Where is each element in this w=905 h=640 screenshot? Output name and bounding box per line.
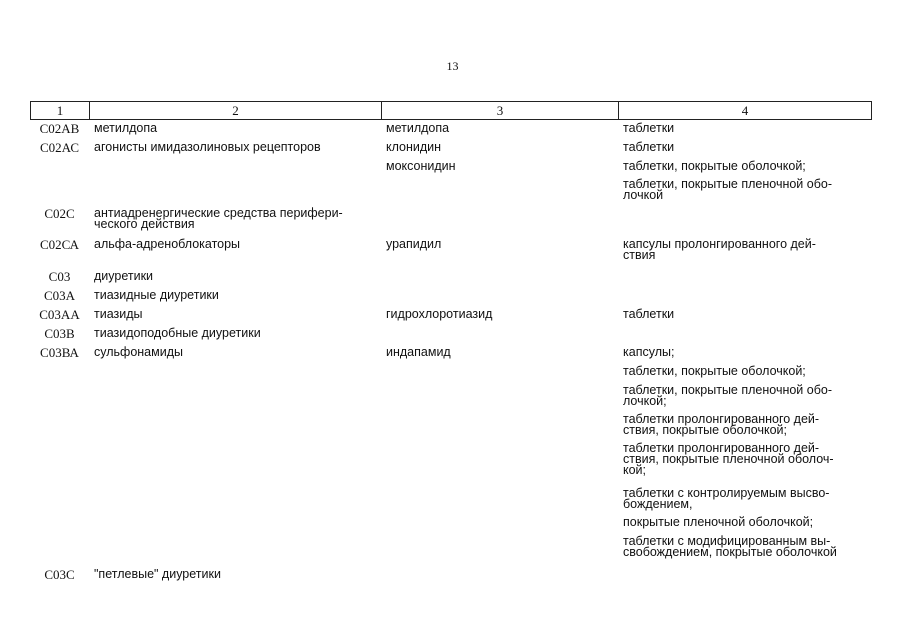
table-row: [30, 179, 872, 208]
dosage-form: таблетки пролонгированного дей- ствия, покрытые оболочкой;: [623, 412, 820, 437]
drug-name: гидрохлоротиазид: [386, 307, 493, 321]
table-row: [30, 488, 872, 517]
dosage-form: капсулы пролонгированного дей- ствия: [623, 237, 816, 262]
drug-name: индапамид: [386, 345, 451, 359]
dosage-form: покрытые пленочной оболочкой;: [623, 515, 814, 529]
dosage-form: таблетки с модифицированным вы- свобождением, покрытые оболочкой: [623, 534, 837, 559]
column-header-4: 4: [741, 103, 749, 118]
group-name: тиазидные диуретики: [94, 288, 219, 302]
page-number: 13: [446, 59, 459, 73]
table-body: [30, 123, 872, 588]
atc-code: С02С: [44, 206, 75, 221]
column-header-1: 1: [31, 102, 90, 119]
table-row: [30, 239, 872, 271]
atc-code: С03АА: [39, 307, 80, 322]
atc-code: С02АС: [39, 140, 80, 155]
drug-name: клонидин: [386, 140, 442, 154]
group-name: диуретики: [94, 269, 154, 283]
column-header-2: 2: [90, 102, 382, 119]
atc-code: С02АВ: [39, 121, 80, 136]
dosage-form: таблетки: [623, 307, 675, 321]
dosage-form: таблетки, покрытые оболочкой;: [623, 364, 806, 378]
dosage-form: таблетки, покрытые пленочной обо- лочкой;: [623, 383, 832, 408]
group-name: антиадренергические средства перифери- ческого действия: [94, 206, 343, 231]
table-header: [30, 101, 872, 120]
column-header-3: 3: [382, 102, 619, 119]
table-row: [30, 414, 872, 443]
table-row: [30, 208, 872, 239]
atc-code: С02СА: [39, 237, 80, 252]
dosage-form: таблетки: [623, 140, 675, 154]
atc-code: С03С: [44, 567, 75, 582]
atc-code: С03В: [44, 326, 75, 341]
atc-code: С03А: [43, 288, 76, 303]
group-name: сульфонамиды: [94, 345, 183, 359]
dosage-form: таблетки: [623, 121, 675, 135]
drug-name: метилдопа: [386, 121, 450, 135]
dosage-form: таблетки с контролируемым высво- бождением,: [623, 486, 830, 511]
atc-code: С03ВА: [40, 345, 79, 360]
table-row: [30, 443, 872, 488]
dosage-form: таблетки, покрытые пленочной обо- лочкой: [623, 177, 832, 202]
dosage-form: таблетки, покрытые оболочкой;: [623, 159, 806, 173]
group-name: метилдопа: [94, 121, 158, 135]
table-row: [30, 385, 872, 414]
group-name: тиазидоподобные диуретики: [94, 326, 261, 340]
atc-code: С03: [48, 269, 71, 284]
group-name: "петлевые" диуретики: [94, 567, 221, 581]
dosage-form: капсулы;: [623, 345, 675, 359]
group-name: агонисты имидазолиновых рецепторов: [94, 140, 321, 154]
drug-name: урапидил: [386, 237, 442, 251]
dosage-form: таблетки пролонгированного дей- ствия, покрытые пленочной оболоч- кой;: [623, 441, 834, 477]
group-name: альфа-адреноблокаторы: [94, 237, 241, 251]
table-row: [30, 536, 872, 569]
group-name: тиазиды: [94, 307, 143, 321]
table-row: [30, 569, 872, 588]
drug-name: моксонидин: [386, 159, 456, 173]
